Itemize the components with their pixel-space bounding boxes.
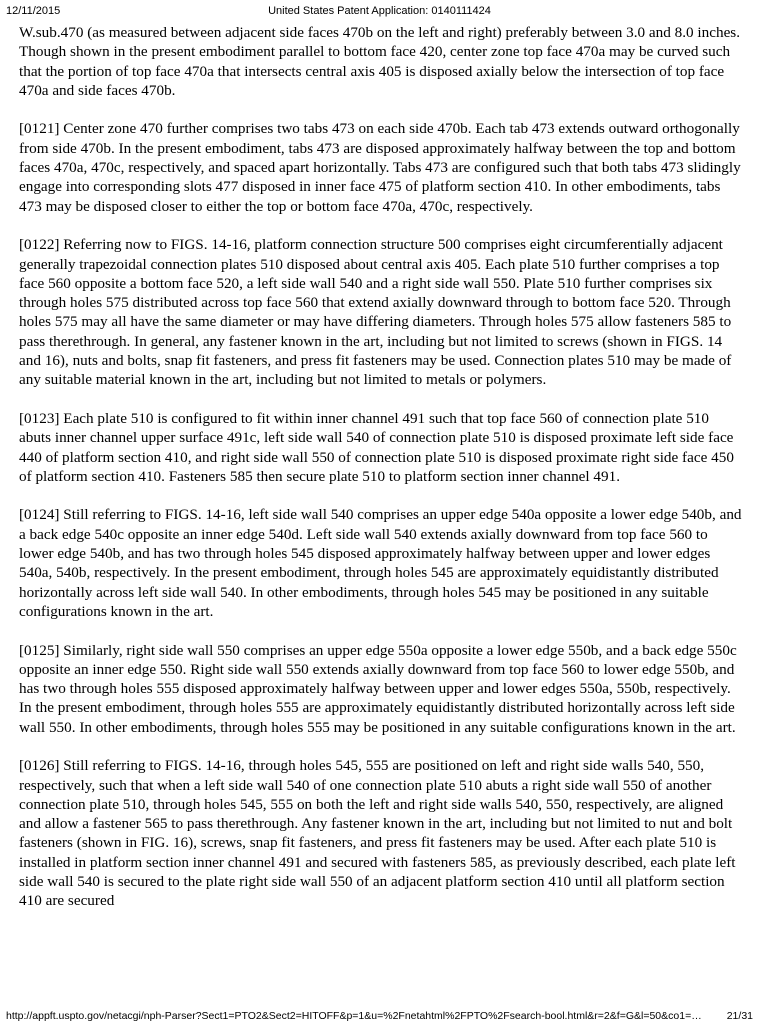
paragraph-0123: [0123] Each plate 510 is configured to fit within inner channel 491 such that top face 560 of connection plate 510 abuts inner channel upper surface 491c, left side wall 540 of connection plate 510 is disposed proximate left side face 440 of platform section 410, and right side wall 550 of connection plate 510 is disposed proximate right side face 450 of platform section 410. Fasteners 585 then secure plate 510 to platform section inner channel 491. [19,409,734,485]
paragraph-0121: [0121] Center zone 470 further comprises two tabs 473 on each side 470b. Each tab 473 extends outward orthogonally from side 470b. In the present embodiment, tabs 473 are disposed approximately halfway between the top and bottom faces 470a, 470c, respectively, and spaced apart horizontally. Tabs 473 are configured such that both tabs 473 slidingly engage into corresponding slots 477 disposed in inner face 475 of platform section 410. In other embodiments, tabs 473 may be disposed closer to either the top or bottom face 470a, 470c, respectively. [19,120,741,215]
paragraph-0122: [0122] Referring now to FIGS. 14-16, platform connection structure 500 comprises eight circumferentially adjacent generally trapezoidal connection plates 510 disposed about central axis 405. Each plate 510 further comprises a top face 560 opposite a bottom face 520, a left side wall 540 and a right side wall 550. Plate 510 further comprises six through holes 575 distributed across top face 560 that extend axially downward through to bottom face 520. Through holes 575 may all have the same diameter or may have differing diameters. Through holes 575 allow fasteners 585 to pass therethrough. In general, any fastener known in the art, including but not limited to screws (shown in FIGS. 14 and 16), nuts and bolts, snap fit fasteners, and press fit fasteners may be used. Connection plates 510 may be made of any suitable material known in the art, including but not limited to metals or polymers. [19,236,732,389]
paragraph-0125: [0125] Similarly, right side wall 550 comprises an upper edge 550a opposite a lower edge 550b, and a back edge 550c opposite an inner edge 550. Right side wall 550 extends axially downward from top face 560 to lower edge 550b, and has two through holes 555 disposed approximately halfway between upper and lower edges 550a, 550b, respectively. In the present embodiment, through holes 555 are approximately equidistantly distributed horizontally across left side wall 550. In other embodiments, through holes 555 may be positioned in any suitable configurations known in the art. [19,641,737,736]
page-number: 21/31 [726,1010,753,1022]
paragraph-continuation: W.sub.470 (as measured between adjacent side faces 470b on the left and right) preferably between 3.0 and 8.0 inches. Though shown in the present embodiment parallel to bottom face 420, center zone top face 470a may be curved such that the portion of top face 470a that intersects central axis 405 is disposed axially below the intersection of top face 470a and side faces 470b. [19,24,741,99]
document-title: United States Patent Application: 0140111424 [268,5,491,17]
paragraph-0124: [0124] Still referring to FIGS. 14-16, left side wall 540 comprises an upper edge 540a opposite a lower edge 540b, and a back edge 540c opposite an inner edge 540d. Left side wall 540 extends axially downward from top face 560 to lower edge 540b, and has two through holes 545 disposed approximately halfway between upper and lower edges 540a, 540b, respectively. In the present embodiment, through holes 545 are approximately equidistantly distributed horizontally across left side wall 540. In other embodiments, through holes 545 may be positioned in any suitable configurations known in the art. [19,506,742,620]
paragraph-0126: [0126] Still referring to FIGS. 14-16, through holes 545, 555 are positioned on left and right side walls 540, 550, respectively, such that when a left side wall 540 of one connection plate 510 abuts a right side wall 550 of another connection plate 510, through holes 545, 555 on both the left and right side walls 540, 550, respectively, are aligned and allow a fastener 565 to pass therethrough. Any fastener known in the art, including but not limited to nut and bolt fasteners (shown in FIG. 16), screws, snap fit fasteners, and press fit fasteners may be used. After each plate 510 is installed in platform section inner channel 491 and secured with fasteners 585, as previously described, each plate left side wall 540 is secured to the plate right side wall 550 of an adjacent platform section 410 until all platform section 410 are secured [19,757,736,910]
patent-text-body [19,23,744,930]
page-header [6,4,753,20]
source-url: http://appft.uspto.gov/netacgi/nph-Parser?Sect1=PTO2&Sect2=HITOFF&p=1&u=%2Fnetahtml%2FPTO%2Fsearch-bool.html&r=2&f=G&l=50&co1=… [6,1010,702,1022]
print-date: 12/11/2015 [6,5,61,17]
page-footer [6,1009,753,1025]
